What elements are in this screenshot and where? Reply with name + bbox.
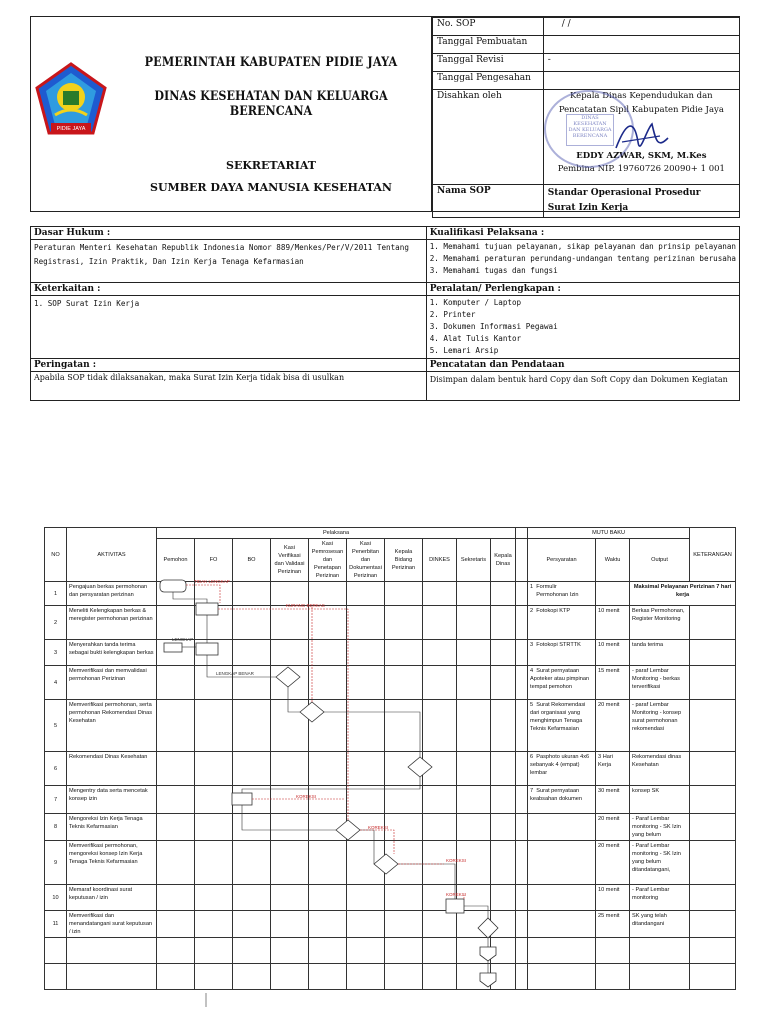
- stamp-text: DINAS KESEHATAN DAN KELUARGA BERENCANA: [566, 114, 614, 146]
- label-koreksi-3: KOREKSI: [446, 858, 467, 863]
- row-activity: Memaraf koordinasi surat keputusan / izin: [67, 885, 157, 911]
- offpage-connector-1: [480, 947, 496, 961]
- row-no: 3: [45, 640, 67, 666]
- no-sop-label: No. SOP: [433, 18, 544, 36]
- row-time: 20 menit: [596, 700, 630, 752]
- peralatan-label: Peralatan/ Perlengkapan :: [426, 283, 739, 296]
- disahkan-line1: Kepala Dinas Kependudukan dan: [570, 91, 713, 101]
- disahkan-label: Disahkan oleh: [433, 90, 544, 185]
- signer-nip: Pembina NIP. 19760726 20090+ 1 001: [557, 164, 725, 174]
- row-output: - Paraf Lembar monitoring - SK Izin yang belum ditandatangani,: [630, 841, 690, 885]
- process-fo-register: [196, 603, 218, 615]
- peralatan-item: 5. Lemari Arsip: [429, 346, 499, 355]
- row-time: 3 Hari Kerja: [596, 752, 630, 786]
- row-no: 9: [45, 841, 67, 885]
- row-output: Berkas Permohonan, Register Monitoring: [630, 606, 690, 640]
- pidie-jaya-logo: [33, 61, 109, 139]
- actor-dinkes: DINKES: [423, 539, 457, 582]
- actor-kasi-verifikasi: Kasi Verifikasi dan Validasi Perizinan: [271, 539, 309, 582]
- pencatatan-text: Disimpan dalam bentuk hard Copy dan Soft Copy dan Dokumen Kegiatan: [426, 372, 739, 401]
- peralatan-item: 1. Komputer / Laptop: [429, 298, 522, 307]
- peralatan-item: 3. Dokumen Informasi Pegawai: [429, 322, 558, 331]
- offpage-connector-2: [480, 973, 496, 987]
- actor-sekretaris: Sekretaris: [457, 539, 491, 582]
- row-activity: Meneliti Kelengkapan berkas & meregister permohonan perizinan: [67, 606, 157, 640]
- row-requirement: 5 Surat Rekomendasi dari organisasi yang menghimpun Tenaga Teknis Kefarmasian: [528, 700, 596, 752]
- peringatan-label: Peringatan :: [31, 359, 427, 372]
- tanggal-revisi-value: -: [543, 54, 739, 72]
- mutu-baku-header: MUTU BAKU: [528, 528, 690, 539]
- row-no: 10: [45, 885, 67, 911]
- actor-fo: FO: [195, 539, 233, 582]
- row-no: 2: [45, 606, 67, 640]
- decision-kasi-penerbitan: [336, 820, 360, 840]
- row-requirement: 4 Surat pernyataan Apoteker atau pimpinan tempat pemohon: [528, 666, 596, 700]
- tanggal-pembuatan-value: [543, 36, 739, 54]
- logo-text: PIDIE JAYA: [56, 126, 86, 132]
- col-waktu: Waktu: [596, 539, 630, 582]
- row-time: 20 menit: [596, 841, 630, 885]
- peralatan-list: [426, 296, 739, 359]
- start-shape: [160, 580, 186, 592]
- row-activity: Memverifikasi dan memvalidasi permohonan Perizinan: [67, 666, 157, 700]
- row-time: 30 menit: [596, 786, 630, 814]
- unit-name: SEKRETARIAT: [226, 159, 316, 172]
- nama-sop-line2: Surat Izin Kerja: [547, 203, 629, 213]
- pelaksana-header: Pelaksana: [157, 528, 516, 539]
- tanggal-revisi-label: Tanggal Revisi: [433, 54, 544, 72]
- disahkan-line2: Pencatatan Sipil Kabupaten Pidie Jaya: [558, 105, 724, 115]
- kualifikasi-item: 1. Memahami tujuan pelayanan, sikap pelayanan dan prinsip pelayanan: [429, 242, 736, 251]
- row-activity: Memverifikasi dan menandatangani surat keputusan / izin: [67, 911, 157, 938]
- row-no: 8: [45, 814, 67, 841]
- row-time: 10 menit: [596, 885, 630, 911]
- row-activity: Memverifikasi permohonan, serta permohonan Rekomendasi Dinas Kesehatan: [67, 700, 157, 752]
- document-tanda-terima: [164, 643, 182, 652]
- row-time: 15 menit: [596, 666, 630, 700]
- row-no: 11: [45, 911, 67, 938]
- process-bo-entry: [232, 793, 252, 805]
- peralatan-item: 4. Alat Tulis Kantor: [429, 334, 522, 343]
- row-output: - paraf Lembar Monitoring - berkas terverifikasi: [630, 666, 690, 700]
- col-persyaratan: Persyaratan: [528, 539, 596, 582]
- tanggal-pengesahan-label: Tanggal Pengesahan: [433, 72, 544, 90]
- row-time: 10 menit: [596, 640, 630, 666]
- keterkaitan-item: 1. SOP Surat Izin Kerja: [31, 296, 427, 359]
- signature: [612, 112, 672, 162]
- actor-kasi-penerbitan: Kasi Penerbitan dan Dokumentasi Perizinan: [347, 539, 385, 582]
- dasar-hukum-label: Dasar Hukum :: [31, 227, 427, 240]
- decision-kasi-pemrosesan: [300, 702, 324, 722]
- flowchart-diagram: [44, 527, 711, 1007]
- no-sop-value: / /: [543, 18, 739, 36]
- nama-sop-label: Nama SOP: [433, 185, 544, 218]
- row-no: 6: [45, 752, 67, 786]
- actor-bo: BO: [233, 539, 271, 582]
- col-output: Output: [630, 539, 690, 582]
- label-tidak-lengkap: TIDAK LENGKAP: [194, 579, 230, 584]
- decision-kepala-dinas: [478, 918, 498, 938]
- nama-sop-value: [543, 185, 739, 218]
- flowchart-table: [44, 527, 732, 1007]
- pencatatan-label: Pencatatan dan Pendataan: [426, 359, 739, 372]
- row-output: SK yang telah ditandangani: [630, 911, 690, 938]
- row-no: 4: [45, 666, 67, 700]
- peringatan-text: Apabila SOP tidak dilaksanakan, maka Surat Izin Kerja tidak bisa di usulkan: [31, 372, 427, 401]
- signer-name: EDDY AZWAR, SKM, M.Kes: [576, 151, 707, 161]
- keterkaitan-label: Keterkaitan :: [31, 283, 427, 296]
- department-name: DINAS KESEHATAN DAN KELUARGA BERENCANA: [154, 89, 388, 119]
- info-table: [30, 226, 740, 404]
- row-activity: Mengentry data serta mencetak konsep izin: [67, 786, 157, 814]
- actor-pemohon: Pemohon: [157, 539, 195, 582]
- dasar-hukum-text: Peraturan Menteri Kesehatan Republik Indonesia Nomor 889/Menkes/Per/V/2011 Tentang Registrasi, Izin Praktik, Dan Izin Kerja Tenaga Kefarmasian: [31, 240, 427, 283]
- row-output: - paraf Lembar Monitoring - konsep surat permohonan rekomendasi: [630, 700, 690, 752]
- tanggal-pengesahan-value: [543, 72, 739, 90]
- process-sekretaris: [446, 899, 464, 913]
- col-keterangan: KETERANGAN: [690, 528, 736, 582]
- label-kurang-berkas: KURANG BERKAS: [286, 603, 325, 608]
- label-lengkap-benar: LENGKAP BENAR: [216, 671, 254, 676]
- decision-kasi-verifikasi: [276, 667, 300, 687]
- row-time: 20 menit: [596, 814, 630, 841]
- label-koreksi-2: KOREKSI: [368, 825, 389, 830]
- row-time: 25 menit: [596, 911, 630, 938]
- col-aktivitas: AKTIVITAS: [67, 528, 157, 582]
- decision-kepala-bidang: [374, 854, 398, 874]
- peralatan-item: 2. Printer: [429, 310, 476, 319]
- row-output: Rekomendasi dinas Kesehatan: [630, 752, 690, 786]
- row-activity: Rekomendasi Dinas Kesehatan: [67, 752, 157, 786]
- government-name: PEMERINTAH KABUPATEN PIDIE JAYA: [144, 55, 398, 70]
- tanggal-pembuatan-label: Tanggal Pembuatan: [433, 36, 544, 54]
- nama-sop-line1: Standar Operasional Prosedur: [547, 188, 701, 198]
- row-output: Maksimal Pelayanan Perizinan 7 hari kerja: [630, 582, 736, 606]
- actor-kasi-pemrosesan: Kasi Pemrosesan dan Penetapan Perizinan: [309, 539, 347, 582]
- row-activity: Mengoreksi Izin Kerja Tenaga Teknis Kefarmasian: [67, 814, 157, 841]
- sub-unit-name: SUMBER DAYA MANUSIA KESEHATAN: [150, 181, 392, 194]
- row-no: 1: [45, 582, 67, 606]
- decision-dinkes: [408, 757, 432, 777]
- row-activity: Memverifikasi permohonan, mengoreksi konsep Izin Kerja Tenaga Teknis Kefarmasian: [67, 841, 157, 885]
- row-activity: Pengajuan berkas permohonan dan persyaratan perizinan: [67, 582, 157, 606]
- kualifikasi-list: [426, 240, 739, 283]
- actor-kepala-bidang: Kepala Bidang Perizinan: [385, 539, 423, 582]
- label-lengkap: LENGKAP: [172, 637, 194, 642]
- row-requirement: 2 Fotokopi KTP: [528, 606, 596, 640]
- actor-kepala-dinas: Kepala Dinas: [491, 539, 516, 582]
- kualifikasi-item: 2. Memahami peraturan perundang-undangan tentang perizinan berusaha: [429, 254, 736, 263]
- row-no: 7: [45, 786, 67, 814]
- kualifikasi-item: 3. Memahami tugas dan fungsi: [429, 266, 558, 275]
- row-requirement: 1 Formulir Permohonan Izin: [528, 582, 596, 606]
- row-output: - Paraf Lembar monitoring - SK Izin yang belum: [630, 814, 690, 841]
- kualifikasi-label: Kualifikasi Pelaksana :: [426, 227, 739, 240]
- row-output: tanda terima: [630, 640, 690, 666]
- row-output: - Paraf Lembar monitoring: [630, 885, 690, 911]
- row-activity: Menyerahkan tanda terima sebagai bukti kelengkapan berkas: [67, 640, 157, 666]
- col-no: NO: [45, 528, 67, 582]
- header-left: [31, 17, 432, 211]
- row-no: 5: [45, 700, 67, 752]
- row-requirement: 3 Fotokopi STRTTK: [528, 640, 596, 666]
- row-output: konsep SK: [630, 786, 690, 814]
- row-time: 10 menit: [596, 606, 630, 640]
- label-koreksi-1: KOREKSI: [296, 794, 317, 799]
- row-requirement: 7 Surat pernyataan keabsahan dokumen: [528, 786, 596, 814]
- row-requirement: 6 Pasphoto ukuran 4x6 sebanyak 4 (empat) lembar: [528, 752, 596, 786]
- label-koreksi-4: KOREKSI: [446, 892, 467, 897]
- process-fo-tanda-terima: [196, 643, 218, 655]
